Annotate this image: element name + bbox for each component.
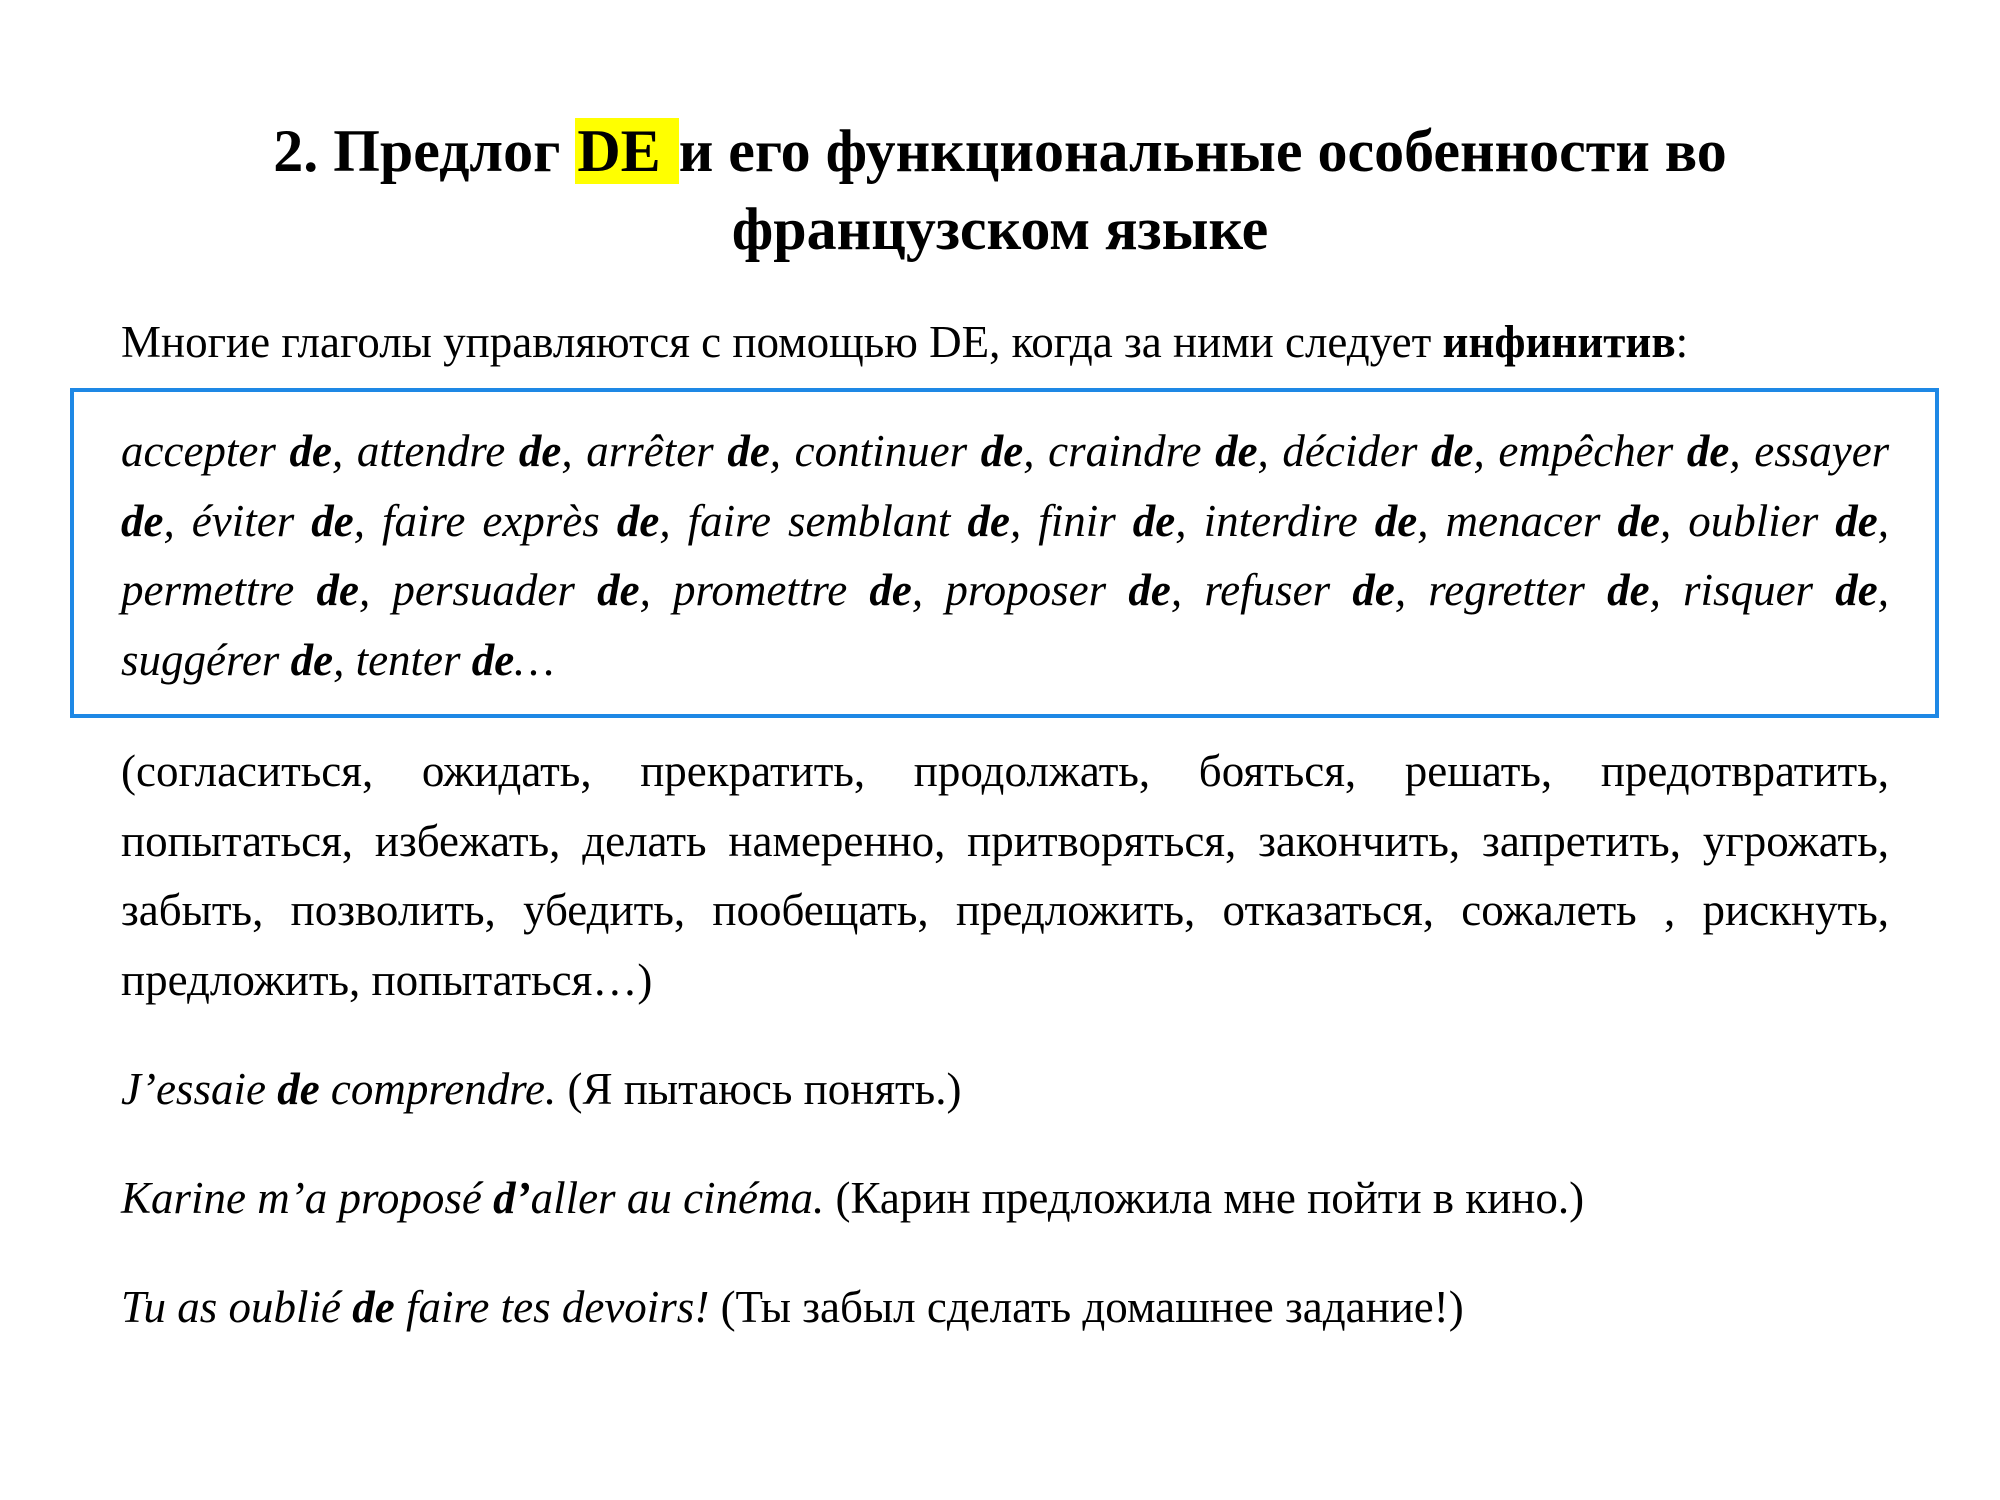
example-1: [121, 1059, 1889, 1119]
verb-text: essayer: [1754, 426, 1890, 476]
verb-item: [688, 496, 1039, 546]
example-2-de: d’: [493, 1173, 531, 1223]
verb-preposition-de: de: [967, 495, 1010, 546]
verb-separator: ,: [911, 565, 946, 615]
verb-preposition-de: de: [316, 565, 359, 615]
verb-text: continuer: [794, 426, 968, 476]
verb-text: oublier: [1688, 495, 1819, 546]
verb-item: [1428, 565, 1683, 615]
verb-preposition-de: de: [616, 495, 660, 546]
verb-separator: ,: [353, 495, 382, 546]
verb-separator: …: [514, 634, 555, 685]
verb-preposition-de: de: [471, 634, 515, 685]
verb-preposition-de: de: [1215, 426, 1258, 476]
verb-preposition-de: de: [980, 426, 1024, 476]
verb-separator: ,: [1659, 495, 1689, 546]
verb-preposition-de: de: [1686, 426, 1730, 476]
verb-preposition-de: de: [289, 426, 333, 476]
verb-text: empêcher: [1498, 426, 1674, 476]
verb-separator: ,: [1394, 565, 1429, 615]
verb-text: suggérer: [121, 634, 280, 685]
verb-separator: ,: [561, 426, 587, 476]
example-1-french: [121, 1064, 556, 1114]
verb-item: [192, 496, 382, 546]
example-1-post: comprendre.: [330, 1064, 557, 1114]
verb-preposition-de: de: [597, 565, 640, 615]
verb-text: finir: [1038, 495, 1116, 546]
title-rest: и его функциональные особенности во французском языке: [678, 118, 1727, 262]
verb-text: permettre: [121, 565, 295, 615]
verb-preposition-de: de: [1430, 426, 1474, 476]
verb-separator: ,: [1175, 495, 1204, 546]
verb-text: craindre: [1048, 426, 1202, 476]
verb-item: [1204, 565, 1428, 615]
verb-text: persuader: [392, 565, 575, 615]
verb-text: éviter: [191, 495, 295, 546]
verb-preposition-de: de: [1132, 495, 1176, 546]
verb-translations: (согласиться, ожидать, прекратить, продолжать, бояться, решать, предотвратить, попытаться, избежать, делать намеренно, притворяться, закончить, запретить, угрожать, забыть, позволить, убедить, пообещать, предложить, отказаться, сожалеть , рискнуть, предложить, попытаться…): [121, 746, 1889, 1005]
verb-separator: ,: [1729, 426, 1755, 476]
verb-item: [1048, 426, 1282, 476]
verb-text: interdire: [1203, 495, 1358, 546]
verb-text: attendre: [356, 426, 506, 476]
verb-item: [673, 565, 945, 615]
verb-item: [586, 426, 794, 476]
verb-separator: ,: [769, 426, 795, 476]
verb-separator: ,: [332, 426, 357, 476]
verb-preposition-de: de: [1835, 495, 1878, 546]
intro-sentence: [121, 312, 1891, 372]
example-3-post: faire tes devoirs!: [406, 1282, 710, 1332]
verb-separator: ,: [1649, 565, 1684, 615]
example-3-french: [121, 1282, 709, 1332]
verb-preposition-de: de: [311, 495, 354, 546]
verb-item: [382, 496, 688, 546]
verb-preposition-de: de: [1835, 565, 1878, 615]
verb-separator: ,: [163, 495, 192, 546]
verb-separator: ,: [1257, 426, 1283, 476]
slide-title: [120, 112, 1880, 268]
example-1-de: de: [277, 1064, 320, 1114]
verb-separator: ,: [358, 565, 393, 615]
verb-separator: ,: [639, 565, 674, 615]
verb-separator: ,: [659, 495, 688, 546]
verb-text: menacer: [1445, 495, 1601, 546]
example-3-translation: (Ты забыл сделать домашнее задание!): [720, 1282, 1464, 1332]
verb-item: [1282, 426, 1498, 476]
intro-bold-infinitive: инфинитив: [1442, 317, 1676, 367]
verb-preposition-de: de: [869, 565, 912, 615]
verb-preposition-de: de: [290, 634, 334, 685]
verb-item: [392, 565, 673, 615]
verb-separator: ,: [1009, 495, 1039, 546]
verb-text: accepter: [121, 426, 276, 476]
verb-item: [357, 426, 586, 476]
verb-item: [795, 426, 1048, 476]
intro-colon: :: [1675, 317, 1689, 367]
title-number: 2. Предлог: [273, 118, 561, 184]
verb-preposition-de: de: [727, 426, 770, 476]
verb-item: [1204, 496, 1446, 546]
intro-text: Многие глаголы управляются с помощью DE, когда за ними следует: [121, 317, 1432, 367]
verb-list: [121, 417, 1889, 695]
verb-preposition-de: de: [1128, 565, 1171, 615]
example-2-post: aller au cinéma.: [530, 1173, 825, 1223]
verb-item: [1446, 496, 1689, 546]
example-2-translation: (Карин предложила мне пойти в кино.): [835, 1173, 1585, 1223]
verb-preposition-de: de: [1607, 565, 1650, 615]
verb-item: [945, 565, 1204, 615]
verb-text: faire semblant: [687, 495, 951, 546]
verb-separator: ,: [1023, 426, 1049, 476]
verb-text: promettre: [673, 565, 848, 615]
verb-separator: ,: [1877, 495, 1889, 546]
verb-text: décider: [1282, 426, 1418, 476]
verb-item: [1038, 496, 1203, 546]
verb-text: regretter: [1428, 565, 1585, 615]
verb-text: risquer: [1683, 565, 1814, 615]
verb-item: [356, 635, 555, 685]
verb-separator: ,: [1877, 565, 1889, 615]
example-3-pre: Tu as oublié: [121, 1282, 342, 1332]
verb-separator: ,: [333, 634, 356, 685]
verb-item: [1498, 426, 1754, 476]
verb-text: refuser: [1204, 565, 1331, 615]
verb-separator: ,: [1473, 426, 1499, 476]
example-3: [121, 1277, 1889, 1337]
verb-preposition-de: de: [1617, 495, 1660, 546]
example-3-de: de: [352, 1282, 395, 1332]
verb-item: [121, 635, 356, 685]
verb-preposition-de: de: [1352, 565, 1395, 615]
verb-text: faire exprès: [382, 495, 600, 546]
verb-separator: ,: [1417, 495, 1446, 546]
verb-text: proposer: [945, 565, 1107, 615]
verb-item: [121, 426, 357, 476]
verb-item: [121, 565, 392, 615]
example-2-french: [121, 1173, 824, 1223]
verb-preposition-de: de: [518, 426, 562, 476]
verb-preposition-de: de: [1374, 495, 1418, 546]
verb-text: tenter: [355, 634, 461, 685]
verb-item: [1688, 496, 1889, 546]
title-highlight-de: DE: [575, 118, 678, 184]
verb-item: [1683, 565, 1889, 615]
verb-text: arrêter: [586, 426, 714, 476]
example-1-translation: (Я пытаюсь понять.): [567, 1064, 962, 1114]
example-1-pre: J’essaie: [121, 1064, 266, 1114]
example-2-pre: Karine m’a proposé: [121, 1173, 482, 1223]
example-2: [121, 1168, 1889, 1228]
verb-separator: ,: [1170, 565, 1205, 615]
verb-preposition-de: de: [121, 495, 164, 546]
